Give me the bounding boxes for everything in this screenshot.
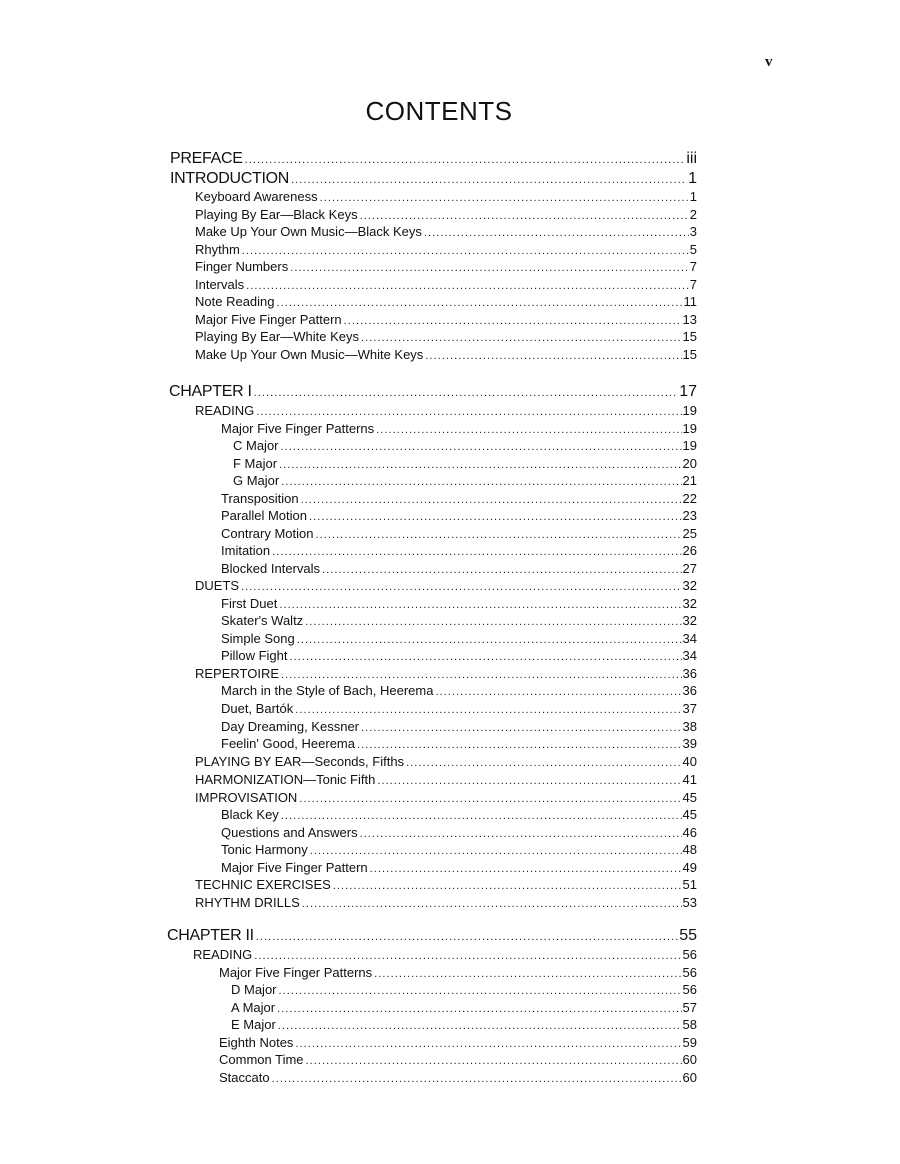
toc-entry-page: iii [686,150,697,167]
toc-entry-label: Day Dreaming, Kessner [221,719,359,734]
toc-entry-label: TECHNIC EXERCISES [195,877,331,892]
toc-entry-label: Playing By Ear—White Keys [195,329,360,344]
dot-leader [333,878,682,895]
toc-entry-page: 19 [682,438,697,453]
dot-leader [278,1018,682,1035]
toc-entry-page: 39 [682,736,697,751]
toc-entry-page: 3 [689,224,697,239]
toc-entry-page: 13 [682,312,697,327]
toc-entry-label: PLAYING BY EAR—Seconds, Fifths [195,754,405,769]
dot-leader [256,929,678,946]
dot-leader [320,190,689,207]
dot-leader [281,808,682,825]
toc-entry-label: CHAPTER II [167,927,254,944]
toc-entry[interactable] [221,824,697,841]
toc-entry-label: PREFACE [170,150,243,167]
dot-leader [245,152,686,169]
dot-leader [290,260,689,277]
toc-entry-page: 60 [682,1070,697,1085]
toc-entry-label: Questions and Answers [221,825,358,840]
toc-entry-label: Major Five Finger Patterns [219,965,373,980]
toc-entry-label: READING [193,947,253,962]
dot-leader [277,295,683,312]
dot-leader [281,439,682,456]
toc-entry-label: Rhythm [195,242,240,257]
toc-entry[interactable] [219,964,697,981]
toc-entry-page: 36 [682,666,697,681]
dot-leader [289,649,681,666]
toc-entry-label: A Major [231,1000,276,1015]
toc-entry[interactable] [219,1034,697,1051]
toc-entry-page: 53 [682,895,697,910]
dot-leader [302,896,682,913]
toc-entry-label: Transposition [221,491,299,506]
toc-entry[interactable] [195,258,697,275]
toc-entry-page: 17 [679,383,697,400]
toc-entry-page: 49 [682,860,697,875]
toc-entry-page: 1 [689,189,697,204]
toc-entry[interactable] [195,789,697,806]
toc-entry[interactable] [195,206,697,223]
toc-entry-label: Parallel Motion [221,508,307,523]
dot-leader [272,1071,682,1088]
toc-entry[interactable] [195,276,697,293]
toc-entry-page: 34 [682,631,697,646]
toc-entry-label: HARMONIZATION—Tonic Fifth [195,772,376,787]
toc-entry[interactable] [233,437,697,454]
dot-leader [291,172,687,189]
toc-entry-label: Feelin' Good, Heerema [221,736,355,751]
toc-entry-page: 15 [682,329,697,344]
toc-entry-label: Imitation [221,543,271,558]
toc-entry[interactable] [233,455,697,472]
toc-entry-page: 19 [682,421,697,436]
toc-entry-label: F Major [233,456,278,471]
toc-entry-page: 25 [682,526,697,541]
toc-entry[interactable] [221,806,697,823]
dot-leader [424,225,689,242]
toc-entry-label: IMPROVISATION [195,790,298,805]
toc-entry-page: 48 [682,842,697,857]
toc-entry-label: G Major [233,473,280,488]
toc-entry-label: Make Up Your Own Music—White Keys [195,347,424,362]
toc-entry-page: 1 [688,170,697,187]
toc-entry-label: Eighth Notes [219,1035,294,1050]
toc-entry-page: 27 [682,561,697,576]
toc-entry[interactable] [221,420,697,437]
toc-entry[interactable] [231,981,697,998]
toc-entry-label: C Major [233,438,279,453]
toc-entry-label: Major Five Finger Patterns [221,421,375,436]
toc-entry[interactable] [195,293,697,310]
toc-entry-label: Skater's Waltz [221,613,304,628]
toc-entry-page: 40 [682,754,697,769]
toc-entry-label: Intervals [195,277,245,292]
toc-entry-page: 34 [682,648,697,663]
toc-entry[interactable] [221,542,697,559]
toc-entry-label: E Major [231,1017,276,1032]
toc-entry-label: Finger Numbers [195,259,289,274]
toc-entry[interactable] [195,771,697,788]
page-number: v [765,54,773,70]
toc-entry-label: Pillow Fight [221,648,288,663]
toc-entry-page: 56 [682,982,697,997]
toc-entry-page: 56 [682,965,697,980]
toc-entry[interactable] [193,946,697,963]
dot-leader [406,755,681,772]
dot-leader [306,1053,682,1070]
toc-entry[interactable] [231,1016,697,1033]
toc-entry[interactable] [221,612,697,629]
toc-entry[interactable] [221,560,697,577]
dot-leader [256,404,681,421]
dot-leader [310,843,682,860]
toc-entry[interactable] [219,1069,697,1086]
dot-leader [281,474,681,491]
toc-entry-page: 22 [682,491,697,506]
toc-entry-page: 38 [682,719,697,734]
toc-entry[interactable] [221,595,697,612]
toc-entry-label: Keyboard Awareness [195,189,318,204]
toc-entry-chapter-2[interactable] [167,927,697,944]
toc-entry-label: Make Up Your Own Music—Black Keys [195,224,422,239]
dot-leader [295,702,681,719]
toc-entry[interactable] [221,682,697,699]
toc-entry-label: Playing By Ear—Black Keys [195,207,358,222]
toc-entry-page: 36 [682,683,697,698]
toc-entry[interactable] [221,507,697,524]
toc-entry-page: 2 [689,207,697,222]
toc-entry-label: Major Five Finger Pattern [195,312,342,327]
toc-entry-label: Major Five Finger Pattern [221,860,368,875]
page-title: CONTENTS [365,96,513,126]
toc-entry-page: 11 [683,294,697,309]
toc-entry[interactable] [221,841,697,858]
dot-leader [254,385,679,402]
toc-entry-page: 45 [682,790,697,805]
toc-entry-page: 60 [682,1052,697,1067]
toc-entry-page: 45 [682,807,697,822]
toc-entry-page: 51 [682,877,697,892]
toc-entry[interactable] [221,735,697,752]
toc-entry[interactable] [195,876,697,893]
toc-entry-label: READING [195,403,255,418]
toc-entry-page: 32 [682,613,697,628]
toc-entry[interactable] [195,328,697,345]
toc-entry[interactable] [195,223,697,240]
toc-entry[interactable] [195,753,697,770]
dot-leader [361,330,682,347]
toc-entry-page: 5 [689,242,697,257]
toc-entry-label: CHAPTER I [169,383,252,400]
dot-leader [254,948,681,965]
toc-entry-page: 21 [682,473,697,488]
toc-entry[interactable] [219,1051,697,1068]
toc-entry[interactable] [195,402,697,419]
toc-entry[interactable] [221,490,697,507]
toc-entry-label: Tonic Harmony [221,842,308,857]
toc-entry-page: 7 [689,277,697,292]
dot-leader [241,579,681,596]
toc-entry-page: 7 [689,259,697,274]
dot-leader [279,983,682,1000]
toc-entry[interactable] [195,894,697,911]
toc-entry-page: 58 [682,1017,697,1032]
toc-entry-page: 20 [682,456,697,471]
toc-entry-label: Black Key [221,807,279,822]
toc-entry[interactable] [195,577,697,594]
toc-entry[interactable] [195,665,697,682]
toc-entry-label: INTRODUCTION [170,170,290,187]
toc-entry-label: REPERTOIRE [195,666,280,681]
toc-entry-label: D Major [231,982,277,997]
toc-entry-label: RHYTHM DRILLS [195,895,300,910]
toc-entry-page: 41 [682,772,697,787]
toc-entry[interactable] [221,647,697,664]
toc-entry-page: 32 [682,578,697,593]
toc-entry-label: March in the Style of Bach, Heerema [221,683,434,698]
dot-leader [272,544,681,561]
toc-entry-preface[interactable] [170,150,697,167]
toc-entry-label: Blocked Intervals [221,561,320,576]
dot-leader [309,509,682,526]
toc-entry[interactable] [195,188,697,205]
toc-entry-page: 32 [682,596,697,611]
toc-entry[interactable] [221,630,697,647]
toc-entry[interactable] [221,859,697,876]
toc-entry[interactable] [221,525,697,542]
toc-entry-label: First Duet [221,596,278,611]
toc-entry-page: 59 [682,1035,697,1050]
toc-entry-page: 26 [682,543,697,558]
toc-entry-page: 15 [682,347,697,362]
dot-leader [377,773,681,790]
toc-entry-page: 19 [682,403,697,418]
dot-leader [305,614,681,631]
dot-leader [425,348,681,365]
toc-entry-chapter-1[interactable] [169,383,697,400]
toc-entry-page: 56 [682,947,697,962]
toc-entry-page: 46 [682,825,697,840]
toc-entry-label: Common Time [219,1052,304,1067]
toc-entry-introduction[interactable] [170,170,697,187]
toc-entry[interactable] [221,700,697,717]
dot-leader [435,684,681,701]
toc-entry-label: DUETS [195,578,240,593]
toc-entry[interactable] [195,311,697,328]
toc-entry-page: 57 [682,1000,697,1015]
toc-entry[interactable] [233,472,697,489]
toc-entry[interactable] [195,346,697,363]
toc-entry-page: 55 [679,927,697,944]
dot-leader [357,737,682,754]
toc-entry[interactable] [221,718,697,735]
toc-entry-label: Staccato [219,1070,270,1085]
toc-entry-page: 37 [682,701,697,716]
toc-entry[interactable] [195,241,697,258]
toc-entry-label: Simple Song [221,631,295,646]
toc-entry-page: 23 [682,508,697,523]
toc-entry-label: Contrary Motion [221,526,314,541]
toc-entry[interactable] [231,999,697,1016]
toc-entry-label: Duet, Bartók [221,701,294,716]
toc-entry-label: Note Reading [195,294,275,309]
